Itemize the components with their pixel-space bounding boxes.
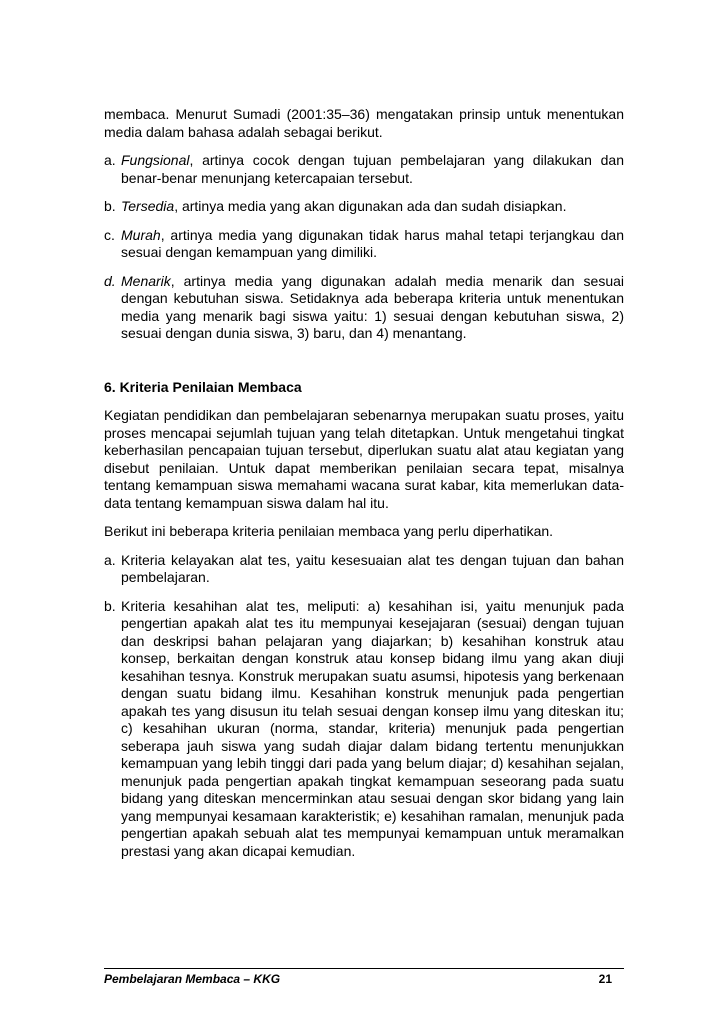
criteria-text: , artinya cocok dengan tujuan pembelajaran yang dilakukan dan benar-benar menunjang ketercapaian tersebut. — [121, 152, 624, 186]
criteria-term: Tersedia — [121, 198, 175, 214]
criteria-text: , artinya media yang digunakan adalah media menarik dan sesuai dengan kebutuhan siswa. Setidaknya ada beberapa kriteria untuk menentukan media yang menarik bagi siswa yaitu: 1) sesuai dengan kebutuhan siswa, 2) sesuai dengan dunia siswa, 3) baru, dan 4) menantang. — [121, 272, 624, 341]
item-marker: a. — [104, 152, 116, 168]
page-content — [104, 106, 624, 860]
item-marker: d. — [104, 272, 116, 289]
page-number: 21 — [598, 972, 612, 986]
criteria-item-b — [104, 198, 624, 216]
assessment-item-b — [104, 598, 624, 861]
criteria-item-d — [104, 273, 624, 343]
item-marker: b. — [104, 198, 116, 214]
assessment-text: Kriteria kesahihan alat tes, meliputi: a) kesahihan isi, yaitu menunjuk pada pengertian apakah alat tes itu mempunyai kesejajaran (sesuai) dengan tujuan dan deskripsi bahan pelajaran yang diajarkan; b) kesahihan konstruk atau konsep, berkaitan dengan konstruk atau konsep bidang ilmu yang akan diuji kesahihan tesnya. Konstruk merupakan suatu asumsi, hipotesis yang berkenaan dengan suatu bidang ilmu. Kesahihan konstruk menunjuk pada pengertian apakah tes yang disusun itu telah sesuai dengan konsep ilmu yang diteskan itu; c) kesahihan ukuran (norma, standar, kriteria) menunjuk pada pengertian seberapa jauh siswa yang sudah diajar dalam bidang tertentu menunjukkan kemampuan yang lebih tinggi dari pada yang belum diajar; d) kesahihan sejalan, menunjuk pada pengertian apakah tingkat kemampuan seseorang pada suatu bidang yang diteskan mencerminkan atau sesuai dengan skor bidang yang lain yang mempunyai kesamaan karakteristik; e) kesahihan ramalan, menunjuk pada pengertian apakah sebuah alat tes mempunyai kemampuan untuk meramalkan prestasi yang akan dicapai kemudian. — [121, 597, 624, 859]
criteria-term: Murah — [121, 226, 161, 243]
intro-paragraph: membaca. Menurut Sumadi (2001:35–36) mengatakan prinsip untuk menentukan media dalam bahasa adalah sebagai berikut. — [104, 106, 624, 140]
assessment-item-a — [104, 552, 624, 587]
section-title: 6. Kriteria Penilaian Membaca — [104, 378, 302, 395]
section-paragraph-1: Kegiatan pendidikan dan pembelajaran sebenarnya merupakan suatu proses, yaitu proses mencapai sejumlah tujuan yang telah ditetapkan. Untuk mengetahui tingkat keberhasilan pencapaian tujuan tersebut, diperlukan suatu alat atau kegiatan yang disebut penilaian. Untuk dapat memberikan penilaian secara tepat, misalnya tentang kemampuan siswa memahami wacana surat kabar, kita memerlukan data-data tentang kemampuan siswa dalam hal itu. — [104, 407, 624, 511]
criteria-text: , artinya media yang akan digunakan ada dan sudah disiapkan. — [174, 198, 567, 214]
criteria-item-a — [104, 152, 624, 187]
item-marker: c. — [104, 226, 115, 243]
footer-title: Pembelajaran Membaca – KKG — [104, 972, 281, 986]
criteria-text: , artinya media yang digunakan tidak harus mahal tetapi terjangkau dan sesuai dengan kemampuan yang dimiliki. — [121, 226, 624, 260]
criteria-item-c — [104, 227, 624, 262]
criteria-term: Menarik — [121, 272, 171, 289]
item-marker: b. — [104, 597, 116, 614]
item-marker: a. — [104, 551, 116, 568]
assessment-text: Kriteria kelayakan alat tes, yaitu kesesuaian alat tes dengan tujuan dan bahan pembelajaran. — [121, 551, 624, 585]
section-paragraph-2: Berikut ini beberapa kriteria penilaian membaca yang perlu diperhatikan. — [104, 523, 554, 539]
page-footer — [104, 968, 624, 986]
criteria-term: Fungsional — [121, 152, 190, 168]
